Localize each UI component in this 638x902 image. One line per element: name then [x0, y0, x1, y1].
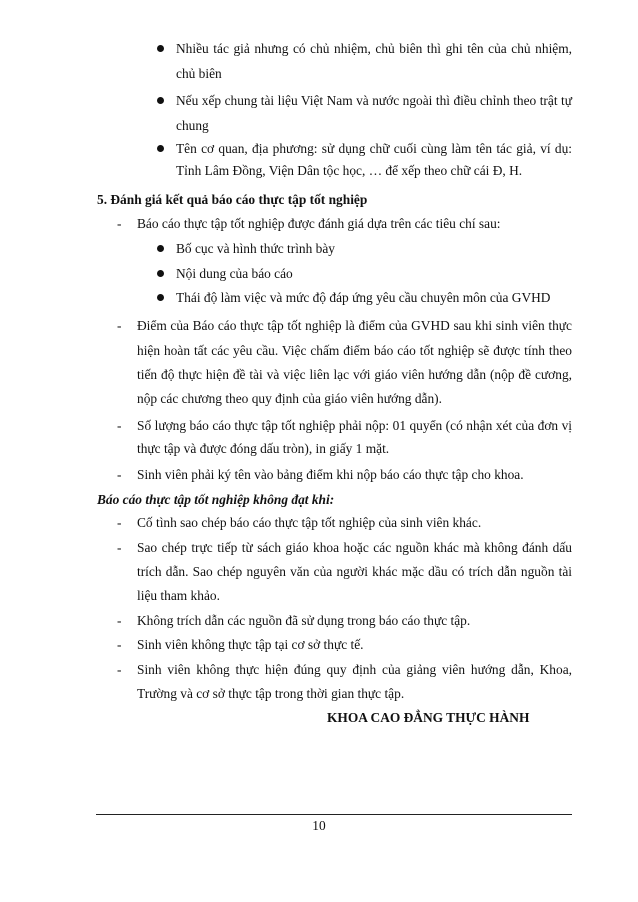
criteria-item-2: Nội dung của báo cáo	[176, 266, 293, 281]
fail-copy-2-line-1: Sao chép trực tiếp từ sách giáo khoa hoặc các nguồn khác mà không đánh dấu	[137, 540, 572, 555]
dash-grade: -	[117, 318, 122, 333]
criteria-bullet-3	[157, 294, 164, 301]
grade-line-4: nộp các chương theo quy định của giáo viên hướng dẫn).	[137, 391, 442, 406]
bullet-1-line-1: Nhiều tác giả nhưng có chủ nhiệm, chủ biên thì ghi tên của chủ nhiệm,	[176, 41, 572, 56]
fail-nocite: Không trích dẫn các nguồn đã sử dụng trong báo cáo thực tập.	[137, 613, 471, 628]
page-number: 10	[312, 818, 326, 833]
criteria-item-1: Bố cục và hình thức trình bày	[176, 241, 335, 256]
fail-rules-line-1: Sinh viên không thực hiện đúng quy định của giảng viên hướng dẫn, Khoa,	[137, 662, 572, 677]
quantity-line-1: Số lượng báo cáo thực tập tốt nghiệp phải nộp: 01 quyển (có nhận xét của đơn vị	[137, 418, 572, 433]
bullet-3	[157, 145, 164, 152]
fail-noreal: Sinh viên không thực tập tại cơ sở thực tế.	[137, 637, 364, 652]
fail-copy-1: Cố tình sao chép báo cáo thực tập tốt nghiệp của sinh viên khác.	[137, 515, 482, 530]
fail-copy-2-line-3: liệu tham khảo.	[137, 588, 220, 603]
bullet-2-line-2: chung	[176, 118, 209, 133]
criteria-intro: Báo cáo thực tập tốt nghiệp được đánh giá dựa trên các tiêu chí sau:	[137, 216, 501, 231]
signature-block: KHOA CAO ĐẲNG THỰC HÀNH	[327, 710, 530, 725]
fail-heading: Báo cáo thực tập tốt nghiệp không đạt khi:	[97, 492, 335, 507]
dash-copy-2: -	[117, 540, 122, 555]
footer-divider	[96, 814, 572, 815]
dash-rules: -	[117, 662, 122, 677]
bullet-1	[157, 45, 164, 52]
criteria-bullet-1	[157, 245, 164, 252]
section-5-heading: 5. Đánh giá kết quả báo cáo thực tập tốt nghiệp	[97, 192, 368, 207]
grade-line-1: Điểm của Báo cáo thực tập tốt nghiệp là điểm của GVHD sau khi sinh viên thực	[137, 318, 572, 333]
dash-sign: -	[117, 467, 122, 482]
bullet-2-line-1: Nếu xếp chung tài liệu Việt Nam và nước ngoài thì điều chỉnh theo trật tự	[176, 93, 572, 108]
grade-line-2: hiện hoàn tất các yêu cầu. Việc chấm điểm báo cáo tốt nghiệp sẽ được tính theo	[137, 343, 572, 358]
dash-quantity: -	[117, 418, 122, 433]
fail-copy-2-line-2: trích dẫn. Sao chép nguyên văn của người khác mặc dầu có trích dẫn nguồn tài	[137, 564, 572, 579]
dash-copy-1: -	[117, 515, 122, 530]
dash-nocite: -	[117, 613, 122, 628]
criteria-bullet-2	[157, 270, 164, 277]
dash-intro: -	[117, 216, 122, 231]
bullet-3-line-2: Tỉnh Lâm Đồng, Viện Dân tộc học, … để xếp theo chữ cái Đ, H.	[176, 163, 523, 178]
criteria-item-3: Thái độ làm việc và mức độ đáp ứng yêu cầu chuyên môn của GVHD	[176, 290, 551, 305]
bullet-1-line-2: chủ biên	[176, 66, 222, 81]
bullet-2	[157, 97, 164, 104]
quantity-line-2: thực tập và được đóng dấu tròn), in giấy 1 mặt.	[137, 441, 390, 456]
dash-noreal: -	[117, 637, 122, 652]
bullet-3-line-1: Tên cơ quan, địa phương: sử dụng chữ cuối cùng làm tên tác giả, ví dụ:	[176, 141, 572, 156]
fail-rules-line-2: Trường và cơ sở thực tập trong thời gian thực tập.	[137, 686, 405, 701]
sign-requirement: Sinh viên phải ký tên vào bảng điểm khi nộp báo cáo thực tập cho khoa.	[137, 467, 524, 482]
grade-line-3: tiến độ thực hiện đề tài và việc liên lạc với giáo viên hướng dẫn (nộp đề cương,	[137, 367, 572, 382]
